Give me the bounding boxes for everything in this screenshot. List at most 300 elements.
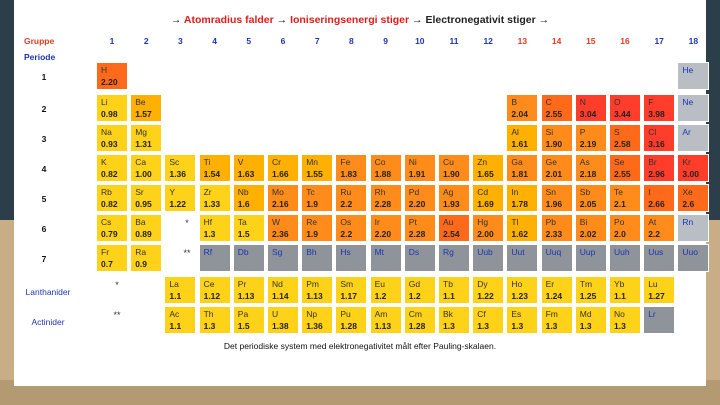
- electronegativity-value: 1.6: [237, 199, 250, 209]
- element-cell-lr[interactable]: [643, 306, 675, 334]
- element-cell-fr[interactable]: [96, 244, 128, 272]
- element-cell-ga[interactable]: [506, 154, 538, 182]
- element-cell-ag[interactable]: [438, 184, 470, 212]
- element-cell-uuo[interactable]: [677, 244, 709, 272]
- element-symbol: La: [169, 279, 179, 289]
- element-symbol: Uup: [579, 247, 596, 257]
- electronegativity-value: 3.16: [648, 139, 665, 149]
- element-symbol: C: [545, 97, 552, 107]
- element-cell-pa[interactable]: [233, 306, 265, 334]
- element-symbol: U: [272, 309, 279, 319]
- element-symbol: He: [682, 65, 694, 75]
- electronegativity-value: 1.25: [579, 291, 597, 301]
- element-cell-al[interactable]: [506, 124, 538, 152]
- element-cell-sc[interactable]: [164, 154, 196, 182]
- electronegativity-value: 1.9: [306, 199, 319, 209]
- electronegativity-value: 1.14: [272, 291, 289, 301]
- element-cell-cl[interactable]: [643, 124, 675, 152]
- electronegativity-value: 2.33: [545, 229, 563, 239]
- element-cell-ba[interactable]: [130, 214, 162, 242]
- electronegativity-value: 2.2: [648, 229, 661, 239]
- element-cell-pu[interactable]: [335, 306, 367, 334]
- electronegativity-value: 1.90: [545, 139, 563, 149]
- element-cell-na[interactable]: [96, 124, 128, 152]
- electronegativity-value: 2.55: [614, 169, 631, 179]
- actinide-ref-marker: **: [113, 310, 121, 320]
- element-cell-at[interactable]: [643, 214, 675, 242]
- element-symbol: Pt: [408, 217, 417, 227]
- element-symbol: Te: [614, 187, 623, 197]
- element-cell-dy[interactable]: [472, 276, 504, 304]
- element-cell-in[interactable]: [506, 184, 538, 212]
- electronegativity-value: 1.69: [477, 199, 494, 209]
- element-cell-ar[interactable]: [677, 124, 709, 152]
- electronegativity-value: 1.1: [169, 291, 182, 301]
- element-symbol: Ti: [203, 157, 211, 167]
- group-number: 6: [280, 36, 286, 46]
- element-symbol: Se: [614, 157, 625, 167]
- group-number: 10: [415, 36, 425, 46]
- electronegativity-value: 1.28: [340, 321, 357, 331]
- electronegativity-value: 1.27: [648, 291, 665, 301]
- element-symbol: Pd: [408, 187, 420, 197]
- element-cell-zn[interactable]: [472, 154, 504, 182]
- element-cell-f[interactable]: [643, 94, 675, 122]
- element-cell-ho[interactable]: [506, 276, 538, 304]
- electronegativity-value: 1.3: [511, 321, 524, 331]
- period-number: 1: [41, 72, 47, 82]
- element-symbol: Bi: [579, 217, 588, 227]
- element-symbol: Sr: [135, 187, 144, 197]
- element-symbol: Uuo: [682, 247, 698, 257]
- electronegativity-value: 2.02: [579, 229, 597, 239]
- electronegativity-value: 2.05: [579, 199, 597, 209]
- element-cell-zr[interactable]: [199, 184, 231, 212]
- element-symbol: Ds: [408, 247, 420, 257]
- element-cell-ru[interactable]: [335, 184, 367, 212]
- element-cell-lu[interactable]: [643, 276, 675, 304]
- element-cell-uup[interactable]: [575, 244, 607, 272]
- element-cell-be[interactable]: [130, 94, 162, 122]
- element-symbol: Es: [511, 309, 522, 319]
- electronegativity-value: 1.13: [374, 321, 392, 331]
- electronegativity-value: 1.96: [545, 199, 563, 209]
- element-symbol: Ac: [169, 309, 180, 319]
- element-cell-nd[interactable]: [267, 276, 299, 304]
- electronegativity-value: 1.12: [203, 291, 221, 301]
- group-number: 12: [483, 36, 493, 46]
- element-symbol: Zr: [203, 187, 212, 197]
- element-symbol: Mt: [374, 247, 385, 257]
- element-cell-b[interactable]: [506, 94, 538, 122]
- gruppe-header: Gruppe: [24, 36, 55, 46]
- element-symbol: Ta: [237, 217, 247, 227]
- element-cell-rn[interactable]: [677, 214, 709, 242]
- element-cell-pm[interactable]: [301, 276, 333, 304]
- electronegativity-value: 2.20: [374, 229, 392, 239]
- element-symbol: Ba: [135, 217, 146, 227]
- element-cell-he[interactable]: [677, 62, 709, 90]
- element-symbol: Er: [545, 279, 555, 289]
- periode-header: Periode: [24, 52, 56, 62]
- element-symbol: I: [648, 187, 651, 197]
- element-symbol: B: [511, 97, 518, 107]
- element-cell-ce[interactable]: [199, 276, 231, 304]
- element-symbol: Bh: [306, 247, 317, 257]
- element-symbol: Hg: [477, 217, 489, 227]
- electronegativity-value: 2.18: [579, 169, 597, 179]
- element-cell-cr[interactable]: [267, 154, 299, 182]
- table-caption: Det periodiske system med elektronegativitet målt efter Pauling-skalaen.: [223, 341, 497, 351]
- element-cell-ni[interactable]: [404, 154, 436, 182]
- electronegativity-value: 2.6: [682, 199, 695, 209]
- electronegativity-value: 2.2: [340, 229, 353, 239]
- electronegativity-value: 1.78: [511, 199, 528, 209]
- electronegativity-value: 2.96: [648, 169, 665, 179]
- element-symbol: Mn: [306, 157, 318, 167]
- element-cell-n[interactable]: [575, 94, 607, 122]
- element-cell-sg[interactable]: [267, 244, 299, 272]
- element-symbol: Na: [101, 127, 112, 137]
- electronegativity-value: 1.28: [408, 321, 426, 331]
- element-cell-ge[interactable]: [541, 154, 573, 182]
- element-symbol: Uut: [511, 247, 525, 257]
- element-cell-br[interactable]: [643, 154, 675, 182]
- element-symbol: Am: [374, 309, 388, 319]
- element-symbol: Ne: [682, 97, 694, 107]
- arrow-icon: →: [412, 14, 423, 26]
- element-symbol: Cs: [101, 217, 112, 227]
- element-symbol: Cm: [408, 309, 423, 319]
- electronegativity-value: 1.2: [408, 291, 421, 301]
- element-cell-tb[interactable]: [438, 276, 470, 304]
- arrow-icon: →: [276, 14, 288, 26]
- element-symbol: Au: [443, 217, 454, 227]
- element-symbol: Fr: [101, 247, 110, 257]
- element-cell-rg[interactable]: [438, 244, 470, 272]
- electronegativity-value: 1.3: [477, 321, 490, 331]
- element-cell-te[interactable]: [609, 184, 641, 212]
- electronegativity-value: 0.79: [101, 229, 118, 239]
- electronegativity-value: 1.00: [135, 169, 152, 179]
- element-cell-th[interactable]: [199, 306, 231, 334]
- group-number: 14: [551, 36, 562, 46]
- element-cell-eu[interactable]: [370, 276, 402, 304]
- group-number: 3: [178, 36, 183, 46]
- element-symbol: Al: [511, 127, 519, 137]
- period-number: 6: [41, 224, 47, 234]
- group-number: 16: [620, 36, 630, 46]
- element-symbol: Pb: [545, 217, 556, 227]
- element-cell-ds[interactable]: [404, 244, 436, 272]
- element-symbol: P: [579, 127, 586, 137]
- electronegativity-value: 0.7: [101, 259, 113, 269]
- element-symbol: Pm: [306, 279, 319, 289]
- electronegativity-value: 1.83: [340, 169, 357, 179]
- electronegativity-value: 1.90: [443, 169, 460, 179]
- element-cell-yb[interactable]: [609, 276, 641, 304]
- actinides-label: Actinider: [31, 317, 65, 327]
- element-symbol: Mo: [272, 187, 284, 197]
- element-symbol: Hs: [340, 247, 351, 257]
- element-cell-nb[interactable]: [233, 184, 265, 212]
- element-cell-ca[interactable]: [130, 154, 162, 182]
- element-symbol: Tl: [511, 217, 519, 227]
- electronegativity-value: 0.89: [135, 229, 152, 239]
- element-symbol: Rn: [682, 217, 694, 227]
- element-symbol: Rh: [374, 187, 386, 197]
- group-number: 8: [349, 36, 354, 46]
- electronegativity-value: 2.19: [579, 139, 597, 149]
- element-cell-uuq[interactable]: [541, 244, 573, 272]
- electronegativity-value: 3.00: [682, 169, 699, 179]
- element-symbol: Ho: [511, 279, 523, 289]
- element-symbol: Md: [579, 309, 592, 319]
- element-cell-tc[interactable]: [301, 184, 333, 212]
- element-cell-pb[interactable]: [541, 214, 573, 242]
- electronegativity-value: 1.65: [477, 169, 494, 179]
- electronegativity-value: 1.61: [511, 139, 528, 149]
- element-symbol: Gd: [408, 279, 421, 289]
- trend-legend: [14, 14, 706, 26]
- element-cell-ne[interactable]: [677, 94, 709, 122]
- element-symbol: Ce: [203, 279, 215, 289]
- element-cell-tl[interactable]: [506, 214, 538, 242]
- electronegativity-value: 1.3: [203, 321, 216, 331]
- element-symbol: Th: [203, 309, 214, 319]
- element-cell-xe[interactable]: [677, 184, 709, 212]
- element-cell-ra[interactable]: [130, 244, 162, 272]
- element-cell-tm[interactable]: [575, 276, 607, 304]
- electronegativity-value: 0.9: [135, 259, 148, 269]
- element-symbol: Pu: [340, 309, 351, 319]
- element-symbol: Uuq: [545, 247, 562, 257]
- element-cell-np[interactable]: [301, 306, 333, 334]
- element-cell-kr[interactable]: [677, 154, 709, 182]
- element-cell-s[interactable]: [609, 124, 641, 152]
- element-cell-w[interactable]: [267, 214, 299, 242]
- electronegativity-value: 1.1: [614, 291, 626, 301]
- electronegativity-value: 1.23: [511, 291, 528, 301]
- element-symbol: Hf: [203, 217, 213, 227]
- electronegativity-value: 1.24: [545, 291, 563, 301]
- element-cell-cf[interactable]: [472, 306, 504, 334]
- electronegativity-value: 2.36: [272, 229, 289, 239]
- element-cell-uut[interactable]: [506, 244, 538, 272]
- element-symbol: V: [237, 157, 244, 167]
- element-symbol: Rb: [101, 187, 112, 197]
- element-symbol: Fm: [545, 309, 558, 319]
- element-cell-c[interactable]: [541, 94, 573, 122]
- element-cell-cs[interactable]: [96, 214, 128, 242]
- element-symbol: Os: [340, 217, 352, 227]
- electronegativity-value: 1.33: [203, 199, 221, 209]
- element-symbol: Lr: [648, 309, 656, 319]
- period-number: 5: [41, 194, 47, 204]
- element-symbol: Sn: [545, 187, 556, 197]
- element-symbol: Cf: [477, 309, 486, 319]
- element-symbol: Sc: [169, 157, 180, 167]
- element-cell-ac[interactable]: [164, 306, 196, 334]
- actinide-marker: **: [183, 248, 191, 258]
- electronegativity-value: 1.38: [272, 321, 289, 331]
- element-cell-re[interactable]: [301, 214, 333, 242]
- element-symbol: Ca: [135, 157, 147, 167]
- element-cell-sb[interactable]: [575, 184, 607, 212]
- element-cell-bi[interactable]: [575, 214, 607, 242]
- electronegativity-value: 3.44: [614, 109, 631, 119]
- element-cell-li[interactable]: [96, 94, 128, 122]
- electronegativity-value: 1.5: [237, 229, 250, 239]
- element-symbol: Co: [374, 157, 386, 167]
- electronegativity-value: 2.20: [408, 199, 426, 209]
- element-cell-cm[interactable]: [404, 306, 436, 334]
- element-cell-uub[interactable]: [472, 244, 504, 272]
- element-cell-mn[interactable]: [301, 154, 333, 182]
- element-cell-pt[interactable]: [404, 214, 436, 242]
- element-cell-la[interactable]: [164, 276, 196, 304]
- element-symbol: K: [101, 157, 107, 167]
- element-cell-hg[interactable]: [472, 214, 504, 242]
- element-symbol: Ge: [545, 157, 557, 167]
- element-symbol: Ir: [374, 217, 380, 227]
- element-cell-k[interactable]: [96, 154, 128, 182]
- element-cell-mo[interactable]: [267, 184, 299, 212]
- element-symbol: Fe: [340, 157, 351, 167]
- electronegativity-value: 1.36: [169, 169, 186, 179]
- element-cell-po[interactable]: [609, 214, 641, 242]
- element-symbol: Cd: [477, 187, 489, 197]
- element-cell-p[interactable]: [575, 124, 607, 152]
- arrow-icon: →: [170, 14, 182, 26]
- element-symbol: N: [579, 97, 586, 107]
- element-cell-si[interactable]: [541, 124, 573, 152]
- element-symbol: Bk: [443, 309, 453, 319]
- element-symbol: Re: [306, 217, 318, 227]
- element-symbol: Tb: [443, 279, 453, 289]
- element-cell-rf[interactable]: [199, 244, 231, 272]
- electronegativity-value: 2.00: [477, 229, 494, 239]
- electronegativity-value: 1.22: [477, 291, 494, 301]
- element-symbol: Rf: [203, 247, 213, 257]
- element-cell-uus[interactable]: [643, 244, 675, 272]
- electronegativity-value: 2.0: [614, 229, 626, 239]
- element-cell-pr[interactable]: [233, 276, 265, 304]
- electronegativity-value: 1.3: [443, 321, 455, 331]
- element-symbol: Ru: [340, 187, 352, 197]
- element-cell-mt[interactable]: [370, 244, 402, 272]
- element-cell-hs[interactable]: [335, 244, 367, 272]
- element-cell-md[interactable]: [575, 306, 607, 334]
- electronegativity-value: 1.1: [169, 321, 182, 331]
- element-cell-es[interactable]: [506, 306, 538, 334]
- element-symbol: Ga: [511, 157, 523, 167]
- group-number: 7: [314, 36, 320, 46]
- element-cell-se[interactable]: [609, 154, 641, 182]
- element-symbol: Li: [101, 97, 108, 107]
- element-symbol: Tm: [579, 279, 593, 289]
- element-cell-h[interactable]: [96, 62, 128, 90]
- electronegativity-value: 2.16: [272, 199, 289, 209]
- element-cell-fe[interactable]: [335, 154, 367, 182]
- element-cell-u[interactable]: [267, 306, 299, 334]
- element-cell-co[interactable]: [370, 154, 402, 182]
- element-symbol: Cu: [443, 157, 454, 167]
- electronegativity-value: 2.01: [545, 169, 563, 179]
- element-symbol: Pa: [237, 309, 249, 319]
- element-symbol: Ag: [443, 187, 454, 197]
- element-cell-y[interactable]: [164, 184, 196, 212]
- electronegativity-value: 2.54: [443, 229, 460, 239]
- element-symbol: Sg: [272, 247, 283, 257]
- element-symbol: S: [614, 127, 620, 137]
- electronegativity-value: 3.98: [648, 109, 665, 119]
- element-cell-rh[interactable]: [370, 184, 402, 212]
- element-cell-pd[interactable]: [404, 184, 436, 212]
- element-cell-au[interactable]: [438, 214, 470, 242]
- element-cell-i[interactable]: [643, 184, 675, 212]
- element-symbol: Nb: [237, 187, 249, 197]
- electronegativity-value: 1.3: [579, 321, 592, 331]
- group-number: 17: [654, 36, 664, 46]
- element-symbol: Sm: [340, 279, 354, 289]
- electronegativity-value: 1.88: [374, 169, 392, 179]
- period-number: 2: [41, 104, 47, 114]
- element-cell-er[interactable]: [541, 276, 573, 304]
- element-cell-v[interactable]: [233, 154, 265, 182]
- element-cell-os[interactable]: [335, 214, 367, 242]
- element-cell-bh[interactable]: [301, 244, 333, 272]
- legend-ionization-energy: Ioniseringsenergi stiger: [290, 14, 410, 26]
- element-symbol: Mg: [135, 127, 147, 137]
- element-symbol: Db: [237, 247, 249, 257]
- element-cell-am[interactable]: [370, 306, 402, 334]
- element-cell-bk[interactable]: [438, 306, 470, 334]
- element-cell-no[interactable]: [609, 306, 641, 334]
- electronegativity-value: 2.28: [408, 229, 426, 239]
- element-cell-uuh[interactable]: [609, 244, 641, 272]
- element-cell-fm[interactable]: [541, 306, 573, 334]
- element-cell-hf[interactable]: [199, 214, 231, 242]
- element-cell-rb[interactable]: [96, 184, 128, 212]
- electronegativity-value: 0.82: [101, 169, 118, 179]
- group-number: 18: [688, 36, 699, 46]
- element-cell-o[interactable]: [609, 94, 641, 122]
- element-cell-ti[interactable]: [199, 154, 231, 182]
- electronegativity-value: 0.98: [101, 109, 118, 119]
- electronegativity-value: 1.81: [511, 169, 528, 179]
- element-cell-cu[interactable]: [438, 154, 470, 182]
- element-cell-mg[interactable]: [130, 124, 162, 152]
- element-cell-cd[interactable]: [472, 184, 504, 212]
- element-cell-sm[interactable]: [335, 276, 367, 304]
- element-symbol: At: [648, 217, 657, 227]
- element-cell-ir[interactable]: [370, 214, 402, 242]
- element-symbol: Si: [545, 127, 554, 137]
- element-cell-db[interactable]: [233, 244, 265, 272]
- element-cell-as[interactable]: [575, 154, 607, 182]
- element-cell-ta[interactable]: [233, 214, 265, 242]
- element-symbol: Uub: [477, 247, 493, 257]
- element-symbol: Yb: [614, 279, 625, 289]
- element-cell-gd[interactable]: [404, 276, 436, 304]
- electronegativity-value: 1.17: [340, 291, 357, 301]
- element-cell-sn[interactable]: [541, 184, 573, 212]
- electronegativity-value: 1.5: [237, 321, 250, 331]
- electronegativity-value: 0.95: [135, 199, 152, 209]
- electronegativity-value: 1.91: [408, 169, 426, 179]
- element-cell-sr[interactable]: [130, 184, 162, 212]
